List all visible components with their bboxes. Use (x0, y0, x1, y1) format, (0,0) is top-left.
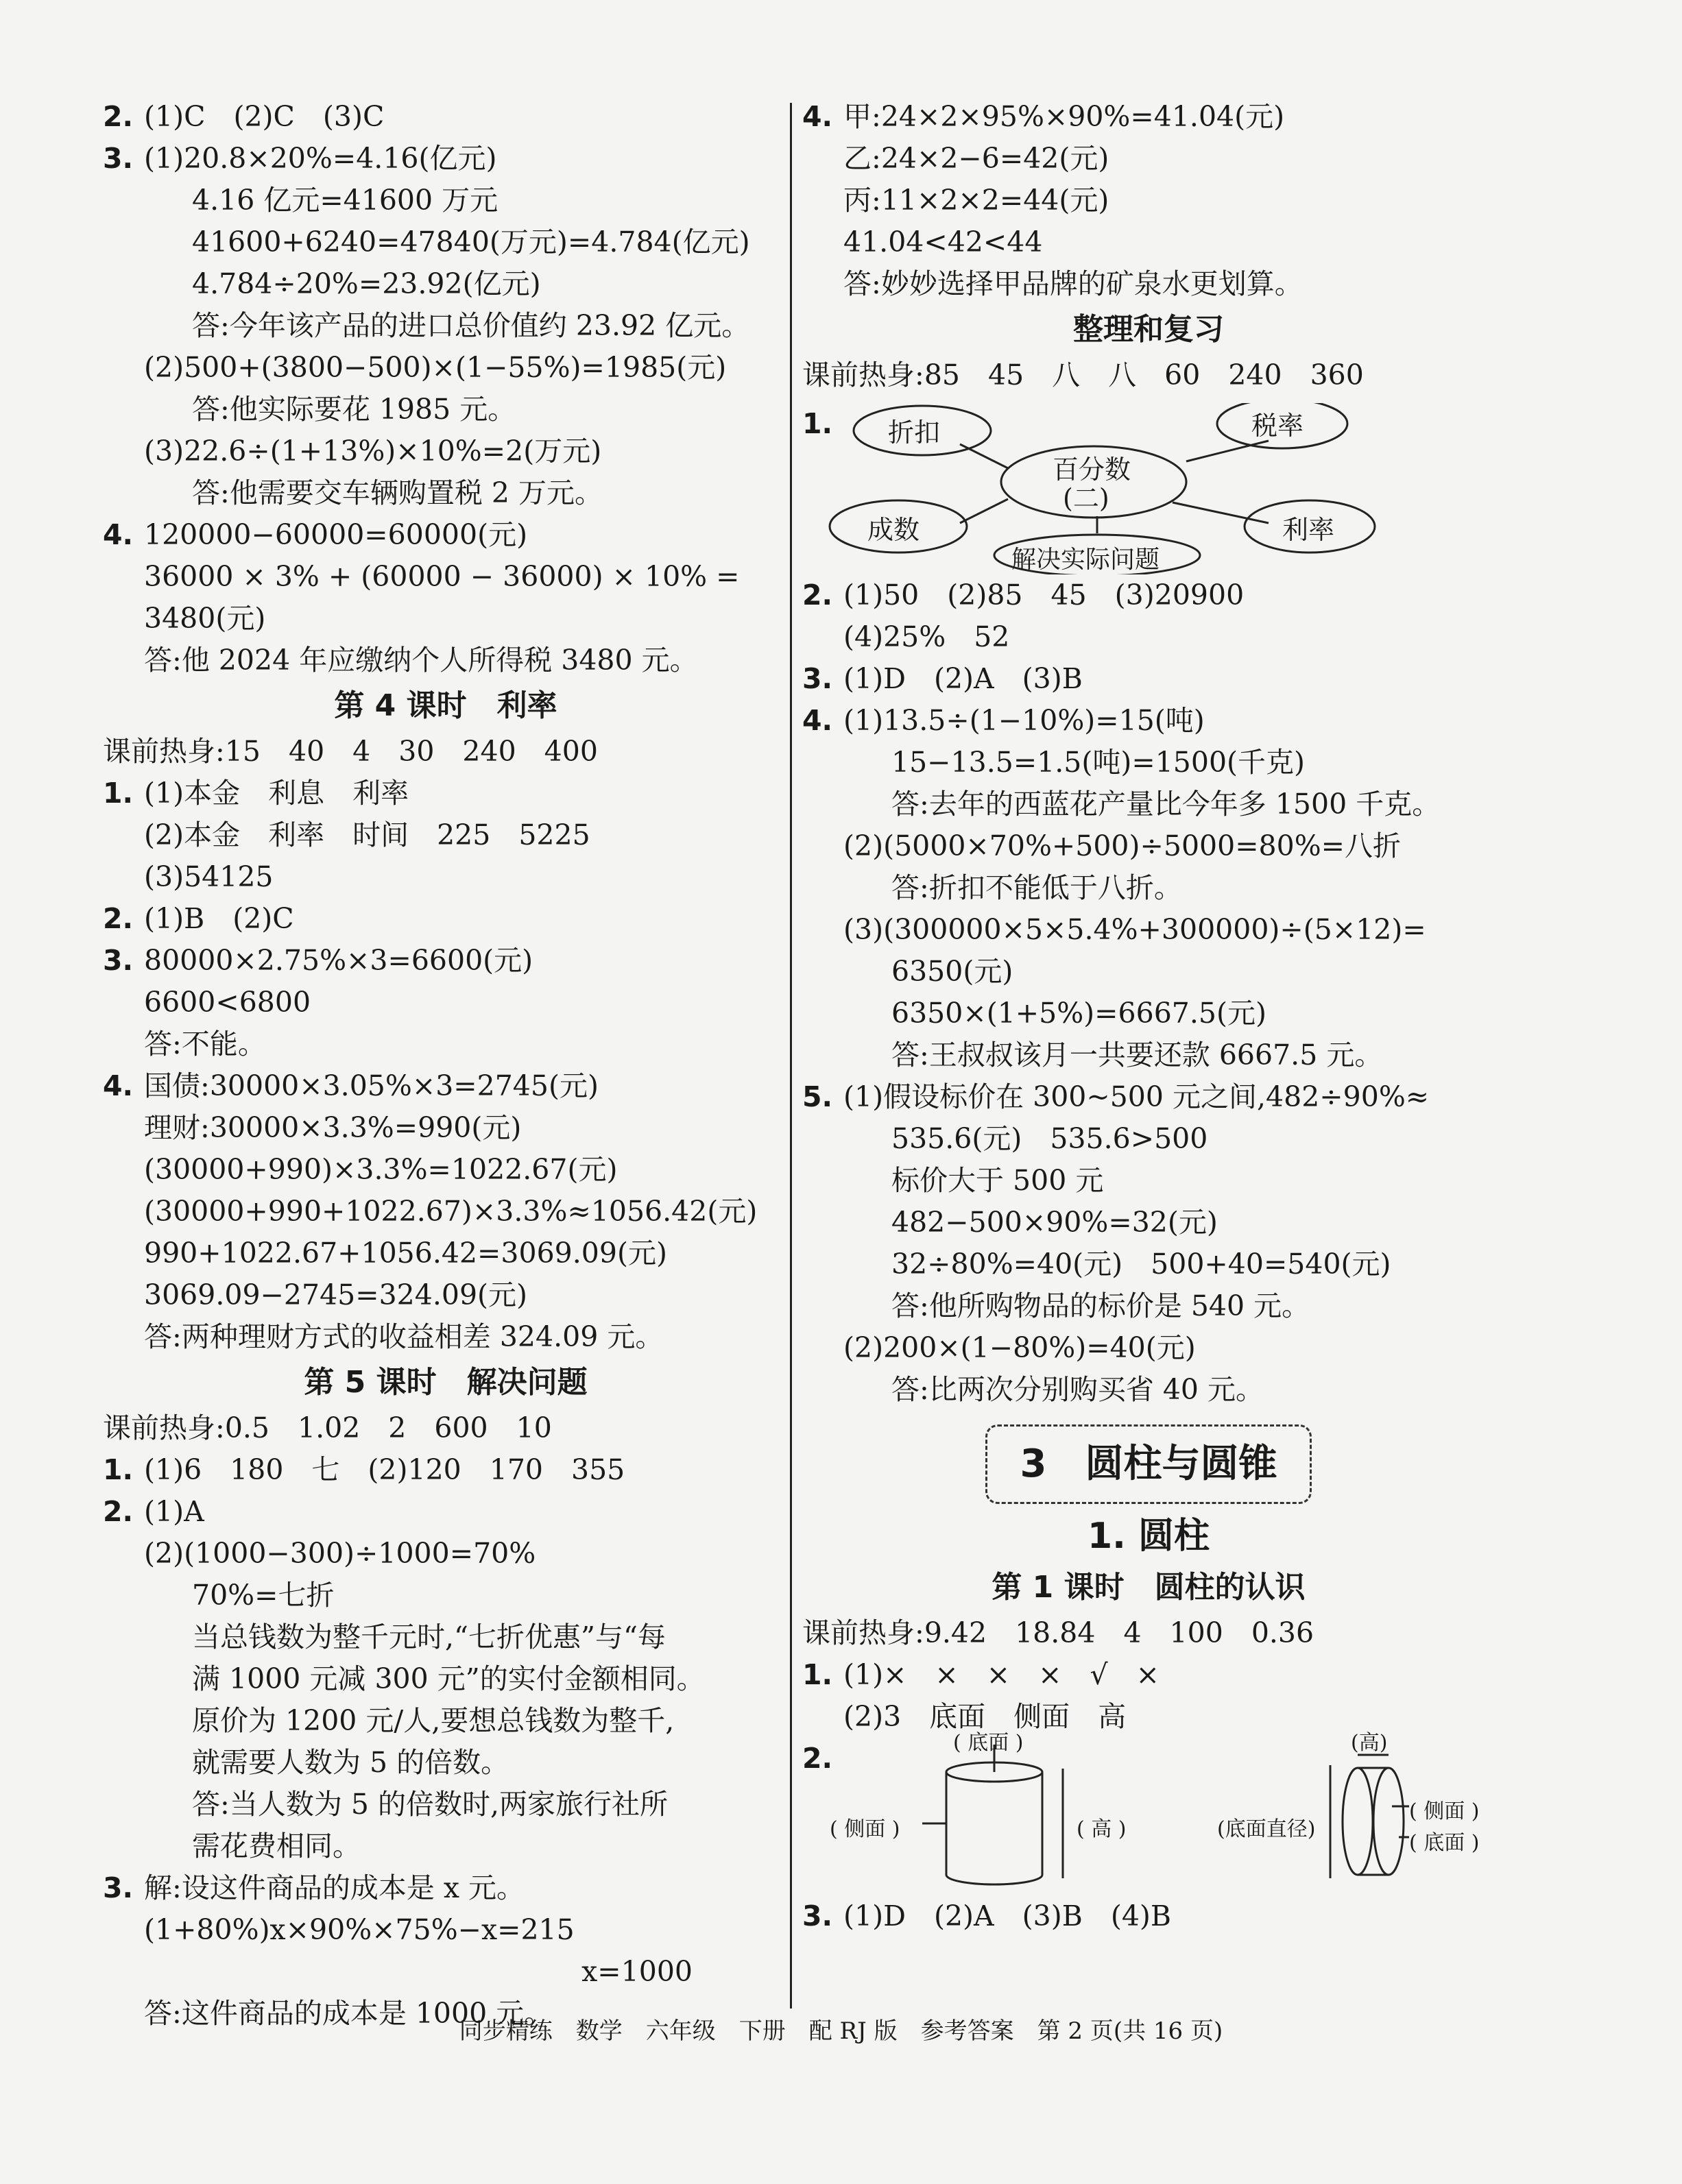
answer-line (103, 389, 789, 430)
answer-text: (1)20.8×20%=4.16(亿元) (144, 142, 497, 175)
answer-line (802, 993, 1495, 1034)
unit-title: 3 圆柱与圆锥 (985, 1424, 1312, 1504)
answer-line (103, 221, 789, 263)
answer-line (103, 1191, 789, 1233)
answer-text: (1)6 180 七 (2)120 170 355 (144, 1453, 625, 1486)
answer-text: 4.16 亿元=41600 万元 (192, 184, 498, 217)
section-heading: 第 1 课时 圆柱的认识 (992, 1570, 1306, 1605)
answer-line (802, 658, 1495, 700)
answer-line (103, 1491, 789, 1533)
answer-line (802, 1696, 1495, 1738)
answer-text: (1)13.5÷(1−10%)=15(吨) (843, 704, 1205, 737)
item-number: 3. (103, 1871, 134, 1904)
answer-text: (2)(1000−300)÷1000=70% (144, 1537, 536, 1570)
item-number: 1. (103, 777, 134, 810)
label-a-bottom: ( 底面 ) (953, 1731, 1024, 1755)
page-footer: 同步精练 数学 六年级 下册 配 RJ 版 参考答案 第 2 页(共 16 页) (459, 2017, 1223, 2045)
answer-line (802, 951, 1495, 993)
answer-text: 答:他实际要花 1985 元。 (192, 393, 516, 426)
answer-line (103, 1909, 789, 1951)
label-center-2: (二) (1063, 483, 1109, 513)
label-discount: 折扣 (888, 417, 941, 448)
label-interest: 利率 (1282, 515, 1335, 545)
right-bottom-block (802, 1563, 1495, 1738)
answer-text: 课前热身:0.5 1.02 2 600 10 (103, 1411, 552, 1444)
label-b-diameter: (底面直径) (1217, 1817, 1316, 1841)
answer-text: 丙:11×2×2=44(元) (843, 184, 1109, 217)
answer-line (802, 616, 1495, 658)
answer-line (103, 814, 789, 856)
answer-text: (3)22.6÷(1+13%)×10%=2(万元) (144, 435, 602, 468)
answer-text: 答:这件商品的成本是 1000 元。 (144, 1997, 553, 2030)
answer-line (103, 305, 789, 347)
answer-line (103, 773, 789, 814)
item-number: 4. (802, 100, 833, 133)
item-number: 3. (103, 142, 134, 175)
answer-text: 答:今年该产品的进口总价值约 23.92 亿元。 (192, 309, 750, 342)
answer-text: (3)(300000×5×5.4%+300000)÷(5×12)= (843, 913, 1426, 946)
answer-text: (1)B (2)C (144, 902, 294, 935)
answer-text: 6600<6800 (144, 986, 311, 1019)
answer-line (103, 1784, 789, 1825)
answer-line (802, 1895, 1495, 1937)
answer-text: (30000+990)×3.3%=1022.67(元) (144, 1153, 618, 1186)
answer-line (103, 982, 789, 1023)
answer-line (802, 784, 1495, 825)
answer-text: (4)25% 52 (843, 620, 1010, 653)
answer-line (103, 731, 789, 773)
answer-line (103, 1575, 789, 1616)
answer-line (802, 138, 1495, 180)
answer-line (103, 1825, 789, 1867)
item-number: 1. (103, 1453, 134, 1486)
answer-text: (3)54125 (144, 860, 274, 893)
answer-text: 原价为 1200 元/人,要想总钱数为整千, (192, 1704, 675, 1737)
answer-text: 需花费相同。 (192, 1830, 361, 1863)
answer-line (802, 1034, 1495, 1076)
mind-map (802, 403, 1495, 574)
answer-text: 3480(元) (144, 602, 266, 635)
label-b-height: (高) (1351, 1731, 1388, 1755)
cylinder-diagram (802, 1731, 1495, 1895)
answer-line (103, 1867, 789, 1909)
answer-line (103, 138, 789, 180)
label-solve: 解决实际问题 (1011, 546, 1160, 574)
answer-text: 答:去年的西蓝花产量比今年多 1500 千克。 (891, 788, 1441, 821)
column-divider (790, 103, 792, 2009)
answer-line (802, 867, 1495, 909)
answer-text: (2)200×(1−80%)=40(元) (843, 1331, 1196, 1364)
answer-line (103, 1533, 789, 1575)
answer-line (103, 1274, 789, 1316)
answer-line (103, 472, 789, 514)
answer-line (802, 700, 1495, 742)
answer-text: (1)D (2)A (3)B (4)B (843, 1900, 1172, 1932)
answer-text: 答:他需要交车辆购置税 2 万元。 (192, 476, 603, 509)
answer-text: (1)假设标价在 300~500 元之间,482÷90%≈ (843, 1080, 1430, 1113)
cylinder-b-right (1373, 1768, 1404, 1875)
link-tax (1186, 441, 1269, 461)
answer-text: (1)A (144, 1495, 204, 1528)
answer-line (103, 514, 789, 556)
link-discount (960, 444, 1008, 468)
answer-line (802, 354, 1495, 396)
item-number: 2. (103, 1495, 134, 1528)
answer-text: (1)50 (2)85 45 (3)20900 (843, 579, 1245, 611)
answer-text: 80000×2.75%×3=6600(元) (144, 944, 533, 977)
label-a-height: ( 高 ) (1077, 1817, 1127, 1841)
right-mid-block (802, 574, 1495, 1411)
answer-line (802, 1118, 1495, 1160)
answer-line (802, 1654, 1495, 1696)
answer-line (103, 1449, 789, 1491)
item-number: 1. (802, 407, 833, 440)
answer-text: 标价大于 500 元 (891, 1164, 1104, 1197)
section-heading: 第 5 课时 解决问题 (304, 1365, 588, 1400)
link-percent (960, 499, 1008, 523)
answer-line (103, 430, 789, 472)
answer-line (103, 1316, 789, 1358)
answer-line (802, 1327, 1495, 1369)
answer-line (802, 1369, 1495, 1411)
answer-line (802, 1160, 1495, 1202)
item-number: 4. (103, 518, 134, 551)
answer-text: (2)(5000×70%+500)÷5000=80%=八折 (843, 829, 1402, 862)
answer-text: 36000 × 3% + (60000 − 36000) × 10% = (144, 560, 740, 593)
answer-text: 6350×(1+5%)=6667.5(元) (891, 997, 1266, 1030)
answer-text: 70%=七折 (192, 1579, 335, 1612)
right-column (802, 96, 1495, 1937)
item-number: 3. (802, 662, 833, 695)
answer-text: x=1000 (581, 1955, 693, 1988)
answer-text: 41600+6240=47840(万元)=4.784(亿元) (192, 226, 750, 258)
section-title: 1. 圆柱 (1087, 1516, 1210, 1557)
answer-line (103, 1616, 789, 1658)
answer-line (802, 263, 1495, 305)
left-column (103, 96, 789, 2035)
item-number: 3. (802, 1900, 833, 1932)
answer-line (802, 1285, 1495, 1327)
item-number: 3. (103, 944, 134, 977)
item-number: 4. (103, 1069, 134, 1102)
answer-text: (1)D (2)A (3)B (843, 662, 1083, 695)
answer-text: 15−13.5=1.5(吨)=1500(千克) (891, 746, 1306, 779)
answer-text: 答:比两次分别购买省 40 元。 (891, 1373, 1264, 1406)
answer-text: 答:不能。 (144, 1028, 266, 1060)
answer-line (103, 1951, 789, 1993)
answer-text: 6350(元) (891, 955, 1013, 988)
answer-text: 课前热身:15 40 4 30 240 400 (103, 735, 598, 768)
answer-text: (2)3 底面 侧面 高 (843, 1700, 1127, 1733)
answer-line (802, 180, 1495, 221)
answer-text: 3069.09−2745=324.09(元) (144, 1278, 528, 1311)
answer-line (103, 1700, 789, 1742)
answer-text: 课前热身:85 45 八 八 60 240 360 (802, 359, 1364, 391)
answer-line (103, 1742, 789, 1784)
answer-line (802, 742, 1495, 784)
answer-line (103, 263, 789, 305)
answer-text: 答:两种理财方式的收益相差 324.09 元。 (144, 1320, 664, 1353)
answer-text: 就需要人数为 5 的倍数。 (192, 1746, 509, 1779)
answer-text: (1+80%)x×90%×75%−x=215 (144, 1913, 575, 1946)
answer-text: 答:折扣不能低于八折。 (891, 871, 1182, 904)
answer-text: (1)× × × × √ × (843, 1658, 1160, 1691)
answer-text: 4.784÷20%=23.92(亿元) (192, 267, 541, 300)
answer-text: (2)500+(3800−500)×(1−55%)=1985(元) (144, 351, 727, 384)
right-top-block (802, 96, 1495, 396)
answer-line (802, 1076, 1495, 1118)
item-number: 5. (802, 1080, 833, 1113)
answer-text: 120000−60000=60000(元) (144, 518, 528, 551)
answer-line (802, 825, 1495, 867)
answer-line (103, 1107, 789, 1149)
answer-text: (2)本金 利率 时间 225 5225 (144, 818, 590, 851)
answer-line (103, 180, 789, 221)
answer-line (103, 1658, 789, 1700)
answer-line (802, 96, 1495, 138)
answer-text: 答:他所购物品的标价是 540 元。 (891, 1289, 1310, 1322)
label-center-1: 百分数 (1053, 454, 1131, 485)
item-number: 1. (802, 1658, 833, 1691)
section-heading: 整理和复习 (1073, 312, 1224, 347)
label-a-side: ( 侧面 ) (830, 1817, 900, 1841)
answer-text: 535.6(元) 535.6>500 (891, 1122, 1208, 1155)
answer-text: 国债:30000×3.05%×3=2745(元) (144, 1069, 599, 1102)
item-number: 4. (802, 704, 833, 737)
item-number: 2. (802, 579, 833, 611)
answer-line (103, 856, 789, 898)
answer-text: 482−500×90%=32(元) (891, 1206, 1218, 1239)
item-number: 2. (802, 1742, 833, 1775)
answer-line (103, 1149, 789, 1191)
answer-text: 答:王叔叔该月一共要还款 6667.5 元。 (891, 1039, 1383, 1071)
label-b-side: ( 侧面 ) (1409, 1799, 1480, 1823)
answer-text: 990+1022.67+1056.42=3069.09(元) (144, 1237, 667, 1270)
answer-line (802, 221, 1495, 263)
answer-line (103, 96, 789, 138)
answer-line (802, 574, 1495, 616)
answer-line (103, 347, 789, 389)
item-number: 2. (103, 902, 134, 935)
answer-line (103, 940, 789, 982)
answer-line (103, 1407, 789, 1449)
answer-text: 解:设这件商品的成本是 x 元。 (144, 1871, 525, 1904)
answer-text: 课前热身:9.42 18.84 4 100 0.36 (802, 1616, 1314, 1649)
answer-text: 答:他 2024 年应缴纳个人所得税 3480 元。 (144, 644, 698, 677)
cylinder-a-bottom (946, 1875, 1042, 1884)
answer-line (802, 1202, 1495, 1243)
answer-line (802, 1243, 1495, 1285)
answer-line (802, 1612, 1495, 1654)
label-percent: 成数 (867, 515, 920, 545)
answer-line (103, 598, 789, 640)
answer-text: 当总钱数为整千元时,“七折优惠”与“每 (192, 1621, 666, 1653)
cylinder-graphic (802, 1738, 1495, 1895)
answer-text: 满 1000 元减 300 元”的实付金额相同。 (192, 1662, 705, 1695)
answer-text: 乙:24×2−6=42(元) (843, 142, 1109, 175)
answer-text: (1)C (2)C (3)C (144, 100, 385, 133)
answer-line (103, 1023, 789, 1065)
answer-text: 答:当人数为 5 的倍数时,两家旅行社所 (192, 1788, 668, 1821)
answer-line (103, 556, 789, 598)
answer-text: 32÷80%=40(元) 500+40=540(元) (891, 1248, 1391, 1281)
answer-text: 理财:30000×3.3%=990(元) (144, 1111, 522, 1144)
section-heading: 第 4 课时 利率 (334, 688, 557, 723)
answer-line (103, 898, 789, 940)
answer-line (103, 640, 789, 681)
cylinder-b-left (1343, 1768, 1373, 1875)
answer-line (103, 1065, 789, 1107)
item-number: 2. (103, 100, 134, 133)
label-tax: 税率 (1251, 411, 1304, 441)
answer-text: 甲:24×2×95%×90%=41.04(元) (843, 100, 1285, 133)
answer-text: (30000+990+1022.67)×3.3%≈1056.42(元) (144, 1195, 758, 1228)
answer-line (103, 1233, 789, 1274)
label-b-bottom: ( 底面 ) (1409, 1831, 1480, 1855)
answer-text: 答:妙妙选择甲品牌的矿泉水更划算。 (843, 267, 1303, 300)
answer-text: 41.04<42<44 (843, 226, 1043, 258)
answer-line (802, 909, 1495, 951)
answer-text: (1)本金 利息 利率 (144, 777, 409, 810)
